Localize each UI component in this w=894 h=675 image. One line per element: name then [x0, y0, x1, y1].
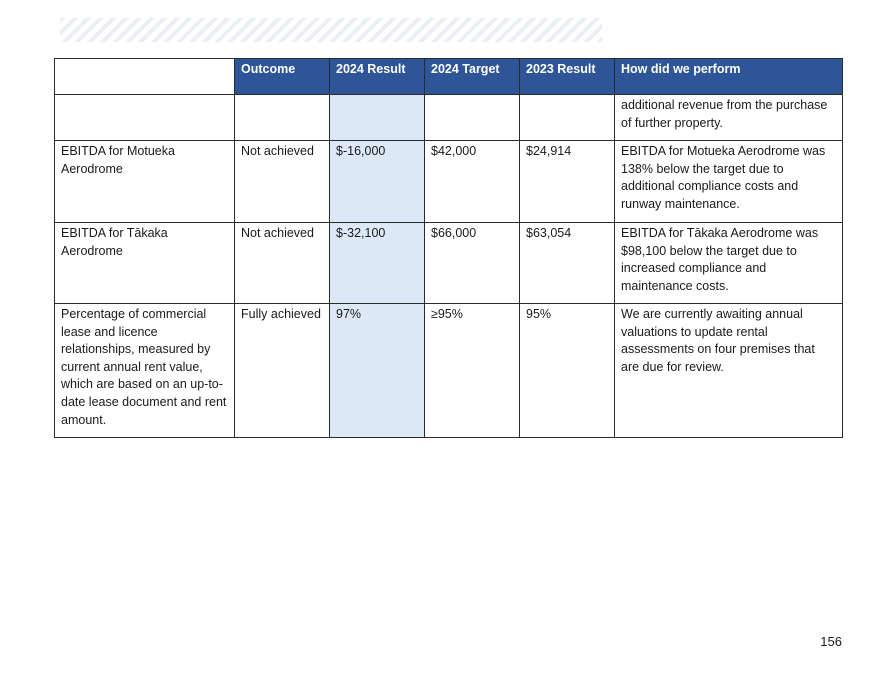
- page-number: 156: [820, 634, 842, 649]
- cell-2023-result: [520, 95, 615, 141]
- cell-performance: EBITDA for Motueka Aerodrome was 138% below the target due to additional compliance costs and runway maintenance.: [615, 141, 843, 223]
- cell-measure: EBITDA for Tākaka Aerodrome: [55, 223, 235, 304]
- cell-2024-result: [330, 95, 425, 141]
- cell-2024-target: ≥95%: [425, 304, 520, 438]
- cell-measure: [55, 95, 235, 141]
- cell-outcome: [235, 95, 330, 141]
- cell-performance: We are currently awaiting annual valuations to update rental assessments on four premises that are due for review.: [615, 304, 843, 438]
- table-header-row: [55, 59, 843, 95]
- cell-2024-result: 97%: [330, 304, 425, 438]
- header-measure: [55, 59, 235, 95]
- header-2023-result: 2023 Result: [520, 59, 615, 95]
- cell-2024-target: [425, 95, 520, 141]
- header-how-did-we-perform: How did we perform: [615, 59, 843, 95]
- cell-2023-result: $63,054: [520, 223, 615, 304]
- cell-outcome: Not achieved: [235, 141, 330, 223]
- header-2024-target: 2024 Target: [425, 59, 520, 95]
- header-outcome: Outcome: [235, 59, 330, 95]
- header-2024-result: 2024 Result: [330, 59, 425, 95]
- table-row: [55, 223, 843, 304]
- cell-2023-result: $24,914: [520, 141, 615, 223]
- cell-2024-target: $42,000: [425, 141, 520, 223]
- cell-performance: EBITDA for Tākaka Aerodrome was $98,100 below the target due to increased compliance and maintenance costs.: [615, 223, 843, 304]
- table-row: [55, 95, 843, 141]
- cell-2024-target: $66,000: [425, 223, 520, 304]
- performance-table: [54, 58, 843, 438]
- cell-measure: EBITDA for Motueka Aerodrome: [55, 141, 235, 223]
- table-row: [55, 141, 843, 223]
- table-row: [55, 304, 843, 438]
- cell-2023-result: 95%: [520, 304, 615, 438]
- cell-2024-result: $-16,000: [330, 141, 425, 223]
- cell-outcome: Fully achieved: [235, 304, 330, 438]
- cell-2024-result: $-32,100: [330, 223, 425, 304]
- decorative-pattern-banner: [60, 18, 602, 42]
- cell-measure: Percentage of commercial lease and licence relationships, measured by current annual rent value, which are based on an up-to-date lease document and rent amount.: [55, 304, 235, 438]
- cell-outcome: Not achieved: [235, 223, 330, 304]
- cell-performance: additional revenue from the purchase of further property.: [615, 95, 843, 141]
